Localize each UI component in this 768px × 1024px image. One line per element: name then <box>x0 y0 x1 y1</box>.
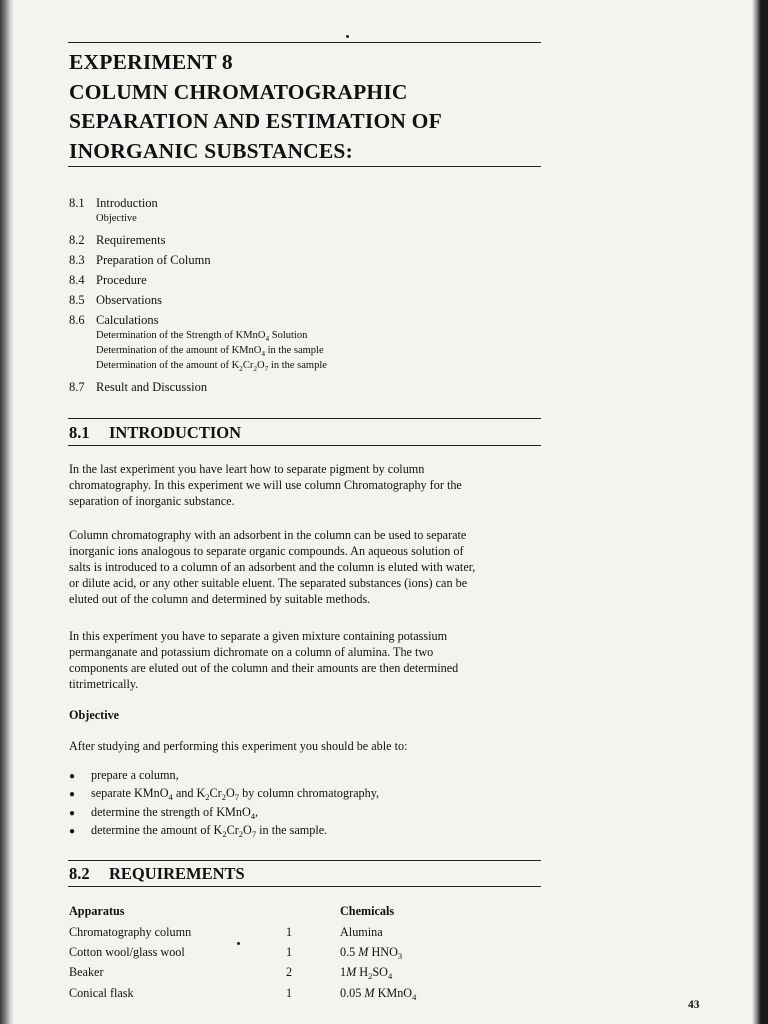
toc-sub-strength: Determination of the Strength of KMnO$_4$ Solution <box>96 330 308 343</box>
chemicals-heading: Chemicals <box>340 904 395 918</box>
section-8-2-top-rule <box>68 860 541 861</box>
chemical-item: 0.5 M $HNO_3$ <box>340 945 403 961</box>
experiment-number: EXPERIMENT 8 <box>69 50 233 74</box>
apparatus-qty: 1 <box>286 945 293 959</box>
toc-item-calculations: 8.6 Calculations <box>69 313 159 327</box>
objective-intro: After studying and performing this experiment you should be able to: <box>69 739 408 753</box>
apparatus-qty: 2 <box>286 965 293 979</box>
scan-edge-right <box>752 0 768 1024</box>
intro-paragraph-3: In this experiment you have to separate a given mixture containing potassium permanganate and potassium dichromate on a column of alumina. The two components are eluted out of the column and their amounts are then determined titrimetrically. <box>69 629 459 691</box>
apparatus-item: Cotton wool/glass wool <box>69 945 185 959</box>
toc-item-observations: 8.5 Observations <box>69 293 162 307</box>
apparatus-item: Beaker <box>69 965 104 979</box>
chemical-item: Alumina <box>340 925 383 939</box>
objective-bullet-1: ● prepare a column, <box>69 768 179 782</box>
apparatus-item: Chromatography column <box>69 925 192 939</box>
chemical-item: 1M $H_2SO_4$ <box>340 965 393 981</box>
title-line-1: COLUMN CHROMATOGRAPHIC <box>69 79 408 104</box>
scan-edge-left <box>0 0 14 1024</box>
page-number: 43 <box>688 999 700 1011</box>
intro-paragraph-1: In the last experiment you have leart how to separate pigment by column chromatography. In this experiment we will use column Chromatography for the separation of inorganic substance. <box>69 462 462 508</box>
scan-speck <box>346 35 349 38</box>
section-8-1-top-rule <box>68 418 541 419</box>
apparatus-heading: Apparatus <box>69 904 125 918</box>
objective-bullet-2: ● separate KMnO$_4$ and $K_2Cr_2O_7$ by column chromatography, <box>69 786 380 802</box>
toc-item-result: 8.7 Result and Discussion <box>69 380 208 394</box>
section-8-1-heading: 8.1 INTRODUCTION <box>69 423 242 442</box>
apparatus-item: Conical flask <box>69 986 134 1000</box>
toc-sub-dichromate-amount: Determination of the amount of $K_2Cr_2O_7$ in the sample <box>96 360 327 373</box>
apparatus-qty: 1 <box>286 986 293 1000</box>
title-line-2: SEPARATION AND ESTIMATION OF <box>69 109 442 133</box>
section-8-2-bottom-rule <box>68 886 541 887</box>
toc-item-preparation: 8.3 Preparation of Column <box>69 253 211 267</box>
title-top-rule <box>68 42 541 43</box>
experiment-title <box>69 48 549 166</box>
objective-heading: Objective <box>69 708 120 722</box>
scan-speck <box>237 942 240 945</box>
section-8-1-bottom-rule <box>68 445 541 446</box>
objective-bullet-4: ● determine the amount of $K_2Cr_2O_7$ in the sample. <box>69 823 328 839</box>
toc-item-requirements: 8.2 Requirements <box>69 233 166 247</box>
toc-item-procedure: 8.4 Procedure <box>69 273 147 287</box>
toc-sub-objective: Objective <box>96 213 137 224</box>
title-line-3: INORGANIC SUBSTANCES: <box>69 138 353 163</box>
toc-item-introduction: 8.1 Introduction <box>69 196 158 210</box>
title-bottom-rule <box>68 166 541 167</box>
section-8-2-heading: 8.2 REQUIREMENTS <box>69 864 245 883</box>
chemical-item: 0.05 M KMnO$_4$ <box>340 986 417 1002</box>
apparatus-qty: 1 <box>286 925 293 939</box>
intro-paragraph-2: Column chromatography with an adsorbent in the column can be used to separate inorganic ions analogous to separate organic compounds. An aqueous solution of salts is introduced to a column of an adsorbent and the column is eluted with water, or dilute acid, or any other suitable eluent. The separated substances (ions) can be eluted out of the column and determined by suitable methods. <box>69 528 476 606</box>
objective-bullet-3: ● determine the strength of KMnO$_4$, <box>69 805 259 821</box>
toc-sub-kmno4-amount: Determination of the amount of KMnO$_4$ in the sample <box>96 345 324 358</box>
